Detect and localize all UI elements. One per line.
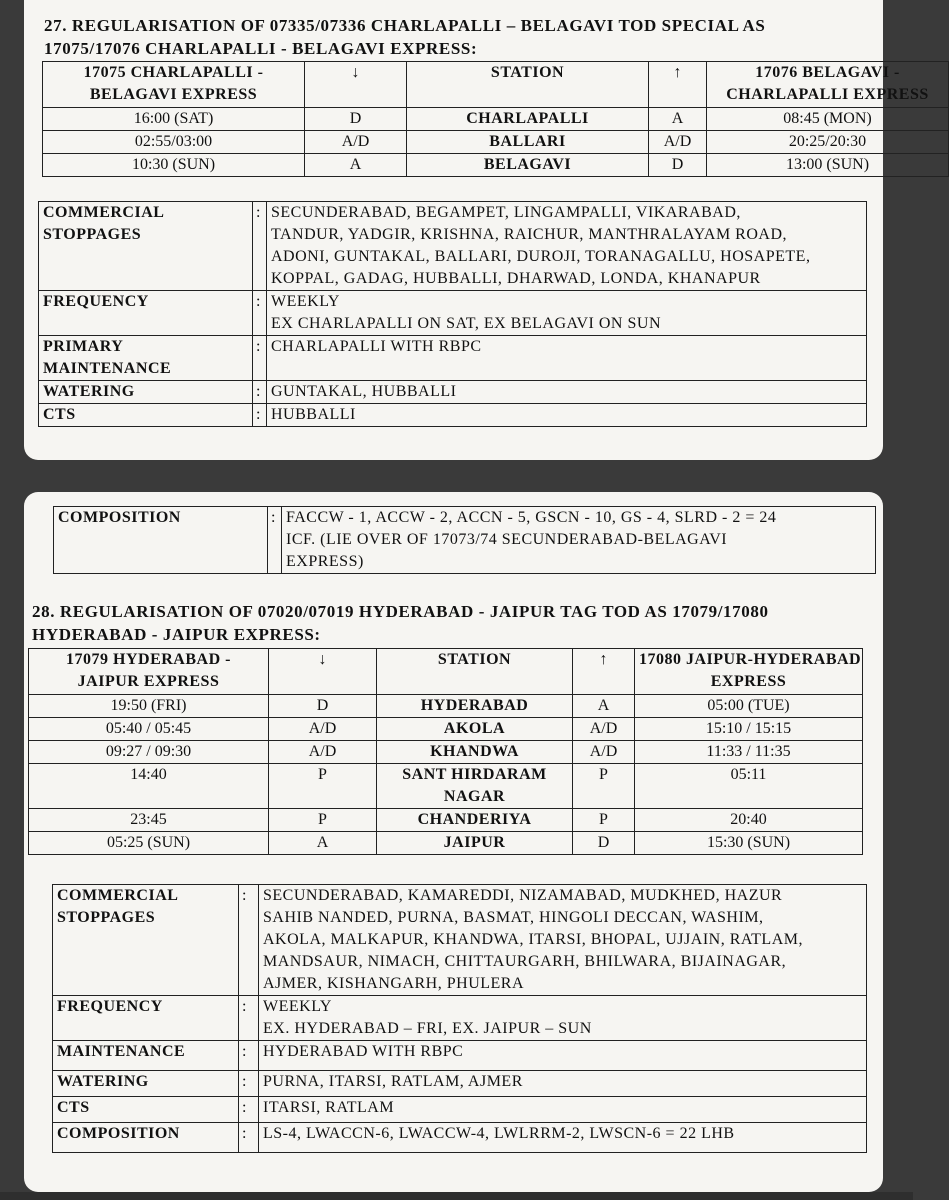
section-27-details-table xyxy=(38,201,867,427)
watering-row: WATERING : GUNTAKAL, HUBBALLI xyxy=(39,381,867,404)
up-arrow-icon: ↑ xyxy=(649,62,707,108)
commercial-stoppages-value: SECUNDERABAD, KAMAREDDI, NIZAMABAD, MUDKHED, HAZUR SAHIB NANDED, PURNA, BASMAT, HINGOLI DECCAN, WASHIM, AKOLA, MALKAPUR, KHANDWA, ITARSI, BHOPAL, UJJAIN, RATLAM, MANDSAUR, NIMACH, CHITTAURGARH, BHILWARA, BIJAINAGAR, AJMER, KISHANGARH, PHULERA xyxy=(259,885,867,996)
train-17079-header: 17079 HYDERABAD - JAIPUR EXPRESS xyxy=(29,649,269,695)
station-header: STATION xyxy=(407,62,649,108)
composition-label: COMPOSITION xyxy=(54,507,268,574)
table-row: 23:45 P CHANDERIYA P 20:40 xyxy=(29,809,863,832)
section-27-heading xyxy=(44,14,765,60)
section-27-schedule-table xyxy=(42,61,949,177)
cts-label: CTS xyxy=(39,404,253,427)
maintenance-label: PRIMARY MAINTENANCE xyxy=(39,336,253,381)
station-header: STATION xyxy=(377,649,573,695)
section-28-heading-line2: HYDERABAD - JAIPUR EXPRESS: xyxy=(32,625,321,644)
down-arrow-icon: ↓ xyxy=(305,62,407,108)
watering-value: GUNTAKAL, HUBBALLI xyxy=(267,381,867,404)
watering-label: WATERING xyxy=(39,381,253,404)
cts-row: CTS : HUBBALLI xyxy=(39,404,867,427)
commercial-stoppages-row: COMMERCIAL STOPPAGES : SECUNDERABAD, KAMAREDDI, NIZAMABAD, MUDKHED, HAZUR SAHIB NANDED, PURNA, BASMAT, HINGOLI DECCAN, WASHIM, AKOLA, MALKAPUR, KHANDWA, ITARSI, BHOPAL, UJJAIN, RATLAM, MANDSAUR, NIMACH, CHITTAURGARH, BHILWARA, BIJAINAGAR, AJMER, KISHANGARH, PHULERA xyxy=(53,885,867,996)
table-row: 09:27 / 09:30 A/D KHANDWA A/D 11:33 / 11:35 xyxy=(29,741,863,764)
composition-value: FACCW - 1, ACCW - 2, ACCN - 5, GSCN - 10, GS - 4, SLRD - 2 = 24 ICF. (LIE OVER OF 17073/74 SECUNDERABAD-BELAGAVI EXPRESS) xyxy=(282,507,876,574)
watering-value: PURNA, ITARSI, RATLAM, AJMER xyxy=(259,1071,867,1097)
maintenance-row: MAINTENANCE : HYDERABAD WITH RBPC xyxy=(53,1041,867,1071)
frequency-row: FREQUENCY : WEEKLY EX CHARLAPALLI ON SAT, EX BELAGAVI ON SUN xyxy=(39,291,867,336)
section-28-heading-line1: 28. REGULARISATION OF 07020/07019 HYDERABAD - JAIPUR TAG TOD AS 17079/17080 xyxy=(32,602,769,621)
frequency-row: FREQUENCY : WEEKLY EX. HYDERABAD – FRI, EX. JAIPUR – SUN xyxy=(53,996,867,1041)
composition-label: COMPOSITION xyxy=(53,1123,239,1153)
up-arrow-icon: ↑ xyxy=(573,649,635,695)
frequency-value: WEEKLY EX CHARLAPALLI ON SAT, EX BELAGAVI ON SUN xyxy=(267,291,867,336)
screen-bottom-strip xyxy=(0,1192,913,1200)
section-27-composition-table xyxy=(53,506,876,574)
cts-value: ITARSI, RATLAM xyxy=(259,1097,867,1123)
train-17076-header: 17076 BELAGAVI - CHARLAPALLI EXPRESS xyxy=(707,62,949,108)
composition-row: COMPOSITION : FACCW - 1, ACCW - 2, ACCN - 5, GSCN - 10, GS - 4, SLRD - 2 = 24 ICF. (LIE OVER OF 17073/74 SECUNDERABAD-BELAGAVI EXPRESS) xyxy=(54,507,876,574)
section-27-heading-line2: 17075/17076 CHARLAPALLI - BELAGAVI EXPRESS: xyxy=(44,39,478,58)
section-27-heading-line1: 27. REGULARISATION OF 07335/07336 CHARLAPALLI – BELAGAVI TOD SPECIAL AS xyxy=(44,16,766,35)
table-row: 19:50 (FRI) D HYDERABAD A 05:00 (TUE) xyxy=(29,695,863,718)
document-page-top xyxy=(24,0,929,460)
table-row: 14:40 P SANT HIRDARAM NAGAR P 05:11 xyxy=(29,764,863,809)
table-row: 05:40 / 05:45 A/D AKOLA A/D 15:10 / 15:15 xyxy=(29,718,863,741)
document-page-bottom xyxy=(24,492,883,1192)
composition-value: LS-4, LWACCN-6, LWACCW-4, LWLRRM-2, LWSCN-6 = 22 LHB xyxy=(259,1123,867,1153)
maintenance-value: HYDERABAD WITH RBPC xyxy=(259,1041,867,1071)
section-28-schedule-table xyxy=(28,648,863,855)
cts-label: CTS xyxy=(53,1097,239,1123)
watering-row: WATERING : PURNA, ITARSI, RATLAM, AJMER xyxy=(53,1071,867,1097)
cts-value: HUBBALLI xyxy=(267,404,867,427)
maintenance-row: PRIMARY MAINTENANCE : CHARLAPALLI WITH RBPC xyxy=(39,336,867,381)
composition-row: COMPOSITION : LS-4, LWACCN-6, LWACCW-4, LWLRRM-2, LWSCN-6 = 22 LHB xyxy=(53,1123,867,1153)
schedule-header-row xyxy=(29,649,863,695)
commercial-stoppages-row: COMMERCIAL STOPPAGES : SECUNDERABAD, BEGAMPET, LINGAMPALLI, VIKARABAD, TANDUR, YADGIR, KRISHNA, RAICHUR, MANTHRALAYAM ROAD, ADONI, GUNTAKAL, BALLARI, DUROJI, TORANAGALLU, HOSAPETE, KOPPAL, GADAG, HUBBALLI, DHARWAD, LONDA, KHANAPUR xyxy=(39,202,867,291)
table-row: 16:00 (SAT) D CHARLAPALLI A 08:45 (MON) xyxy=(43,108,949,131)
table-row: 10:30 (SUN) A BELAGAVI D 13:00 (SUN) xyxy=(43,154,949,177)
frequency-label: FREQUENCY xyxy=(53,996,239,1041)
commercial-stoppages-value: SECUNDERABAD, BEGAMPET, LINGAMPALLI, VIKARABAD, TANDUR, YADGIR, KRISHNA, RAICHUR, MANTHRALAYAM ROAD, ADONI, GUNTAKAL, BALLARI, DUROJI, TORANAGALLU, HOSAPETE, KOPPAL, GADAG, HUBBALLI, DHARWAD, LONDA, KHANAPUR xyxy=(267,202,867,291)
maintenance-label: MAINTENANCE xyxy=(53,1041,239,1071)
frequency-value: WEEKLY EX. HYDERABAD – FRI, EX. JAIPUR – SUN xyxy=(259,996,867,1041)
cts-row: CTS : ITARSI, RATLAM xyxy=(53,1097,867,1123)
table-row: 02:55/03:00 A/D BALLARI A/D 20:25/20:30 xyxy=(43,131,949,154)
frequency-label: FREQUENCY xyxy=(39,291,253,336)
watering-label: WATERING xyxy=(53,1071,239,1097)
maintenance-value: CHARLAPALLI WITH RBPC xyxy=(267,336,867,381)
section-28-details-table xyxy=(52,884,867,1153)
section-28-heading xyxy=(32,600,769,646)
table-row: 05:25 (SUN) A JAIPUR D 15:30 (SUN) xyxy=(29,832,863,855)
down-arrow-icon: ↓ xyxy=(269,649,377,695)
schedule-header-row xyxy=(43,62,949,108)
commercial-stoppages-label: COMMERCIAL STOPPAGES xyxy=(39,202,253,291)
commercial-stoppages-label: COMMERCIAL STOPPAGES xyxy=(53,885,239,996)
train-17075-header: 17075 CHARLAPALLI - BELAGAVI EXPRESS xyxy=(43,62,305,108)
train-17080-header: 17080 JAIPUR-HYDERABAD EXPRESS xyxy=(635,649,863,695)
